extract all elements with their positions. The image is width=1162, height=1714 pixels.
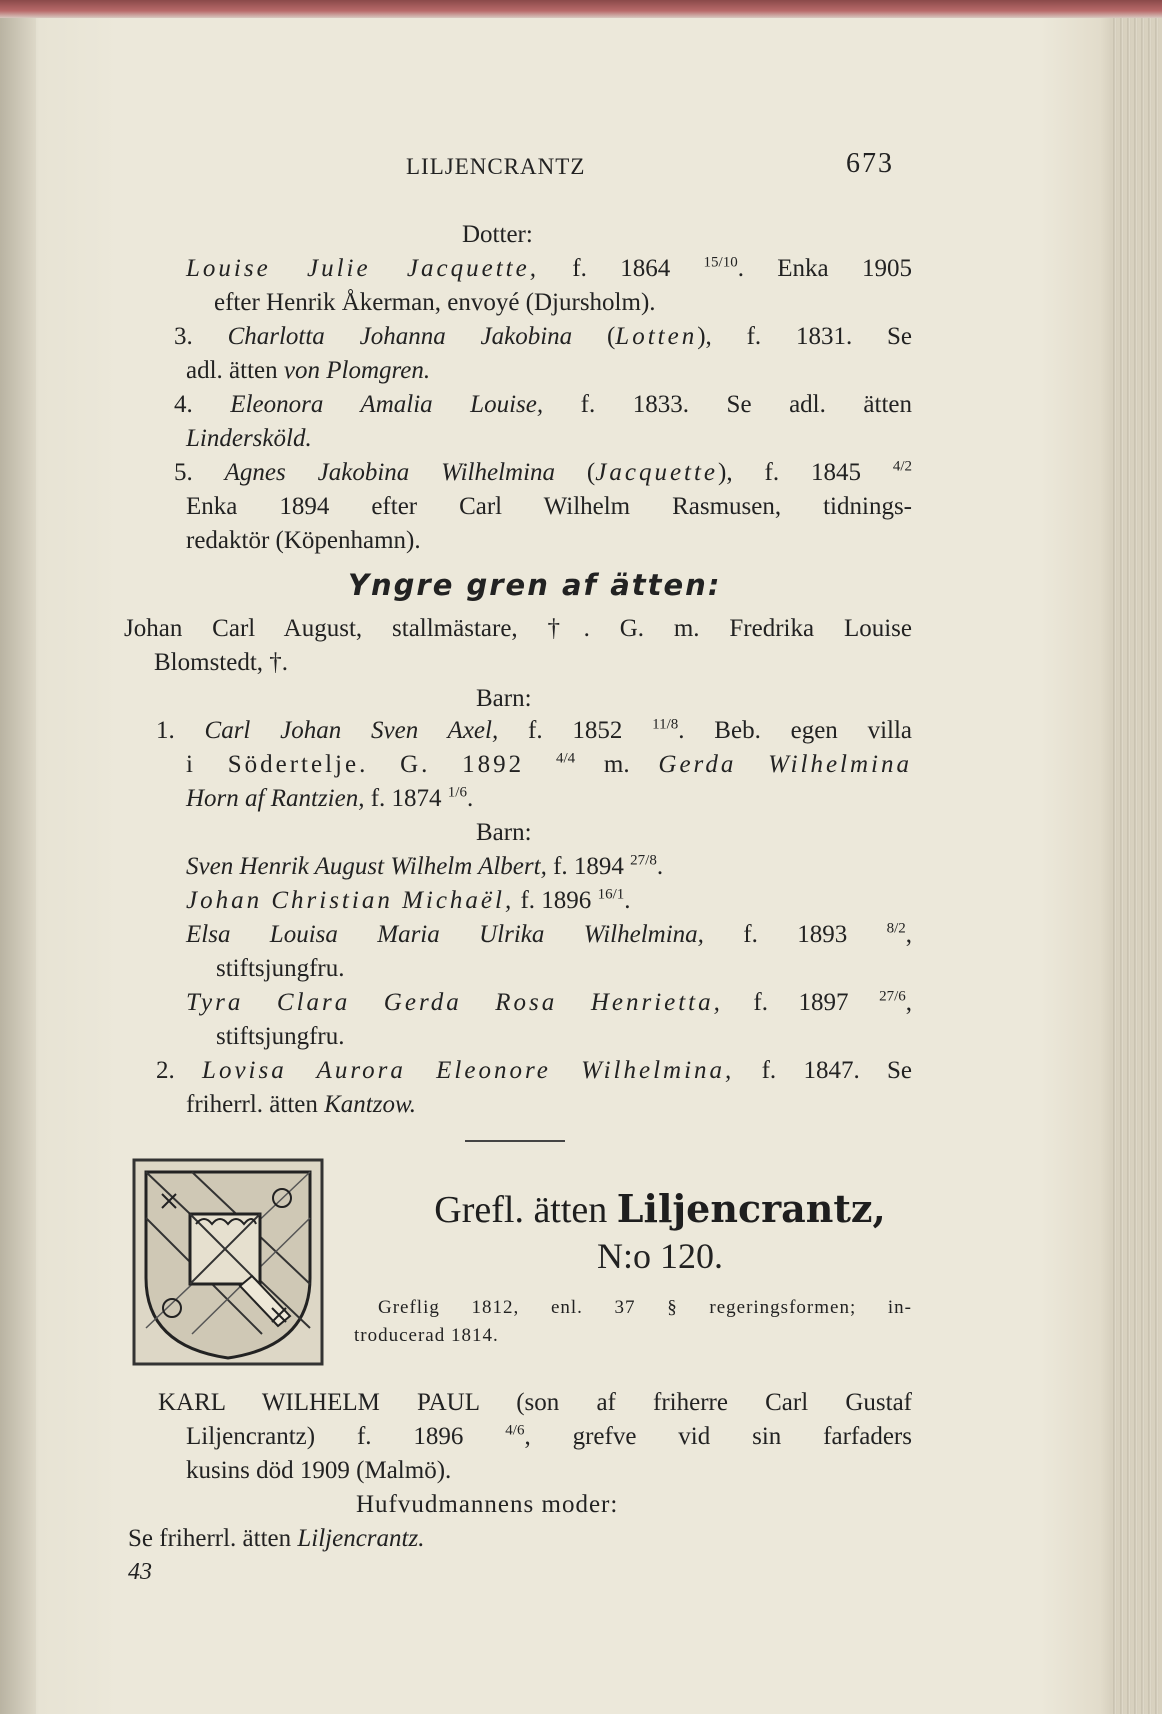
running-title: LILJENCRANTZ (406, 154, 586, 179)
line-11: Johan Carl August, stallmästare, †. G. m. Fredrika Louise (124, 615, 912, 642)
line-6: 4. Eleonora Amalia Louise, f. 1833. Se adl. ätten (174, 391, 913, 418)
line-4: 3. Charlotta Johanna Jakobina (Lotten), f. 1831. Se (174, 323, 913, 350)
tail-line-1: KARL WILHELM PAUL (son af friherre Carl Gustaf (158, 1389, 912, 1416)
page-number: 673 (846, 148, 894, 179)
line-5: adl. ätten von Plomgren. (186, 357, 431, 384)
line-22: Tyra Clara Gerda Rosa Henrietta, f. 1897 $^{27/6}$, (186, 988, 912, 1016)
cover-edge (0, 0, 1162, 18)
tail-line-3: kusins död 1909 (Malmö). (186, 1457, 452, 1484)
line-9: Enka 1894 efter Carl Wilhelm Rasmusen, tidnings- (186, 493, 912, 520)
section-heading: Yngre gren af ätten: (348, 568, 722, 602)
family-number: N:o 120. (597, 1236, 723, 1276)
family-title: Grefl. ätten Liljencrantz, (434, 1186, 886, 1231)
signature-mark: 43 (128, 1559, 152, 1585)
line-13: Barn: (476, 685, 532, 712)
line-21: stiftsjungfru. (216, 955, 345, 982)
line-7: Lindersköld. (186, 425, 312, 452)
family-note-2: troducerad 1814. (354, 1325, 499, 1346)
family-note-1: Greflig 1812, enl. 37 § regeringsformen; in- (378, 1297, 912, 1318)
line-15: i Södertelje. G. 1892 $^{4/4}$ m. Gerda Wilhelmina (186, 750, 912, 778)
line-17: Barn: (476, 819, 532, 846)
line-3: efter Henrik Åkerman, envoyé (Djursholm). (214, 289, 656, 316)
page-stack-edge (1110, 18, 1162, 1714)
line-24: 2. Lovisa Aurora Eleonore Wilhelmina, f. 1847. Se (156, 1057, 912, 1084)
line-8: 5. Agnes Jakobina Wilhelmina (Jacquette), f. 1845 $^{4/2}$ (174, 458, 913, 486)
divider-rule (465, 1140, 565, 1142)
line-10: redaktör (Köpenhamn). (186, 527, 421, 554)
line-14: 1. Carl Johan Sven Axel, f. 1852 $^{11/8}$. Beb. egen villa (156, 716, 912, 744)
line-19: Johan Christian Michaël, f. 1896 $^{16/1}$. (186, 886, 631, 914)
tail-line-4: Hufvudmannens moder: (356, 1491, 619, 1518)
line-23: stiftsjungfru. (216, 1023, 345, 1050)
line-18: Sven Henrik August Wilhelm Albert, f. 1894 $^{27/8}$. (186, 852, 664, 880)
line-20: Elsa Louisa Maria Ulrika Wilhelmina, f. 1893 $^{8/2}$, (186, 920, 912, 948)
coat-of-arms-icon (132, 1158, 324, 1366)
page-gutter (0, 18, 36, 1714)
line-25: friherrl. ätten Kantzow. (186, 1091, 417, 1118)
line-12: Blomstedt, †. (154, 649, 289, 676)
line-2: Louise Julie Jacquette, f. 1864 $^{15/10}$. Enka 1905 (186, 254, 912, 282)
tail-line-2: Liljencrantz) f. 1896 $^{4/6}$, grefve vid sin farfaders (186, 1422, 912, 1450)
line-1: Dotter: (462, 221, 533, 248)
tail-line-5: Se friherrl. ätten Liljencrantz. (128, 1525, 425, 1552)
line-16: Horn af Rantzien, f. 1874 $^{1/6}$. (186, 784, 474, 812)
